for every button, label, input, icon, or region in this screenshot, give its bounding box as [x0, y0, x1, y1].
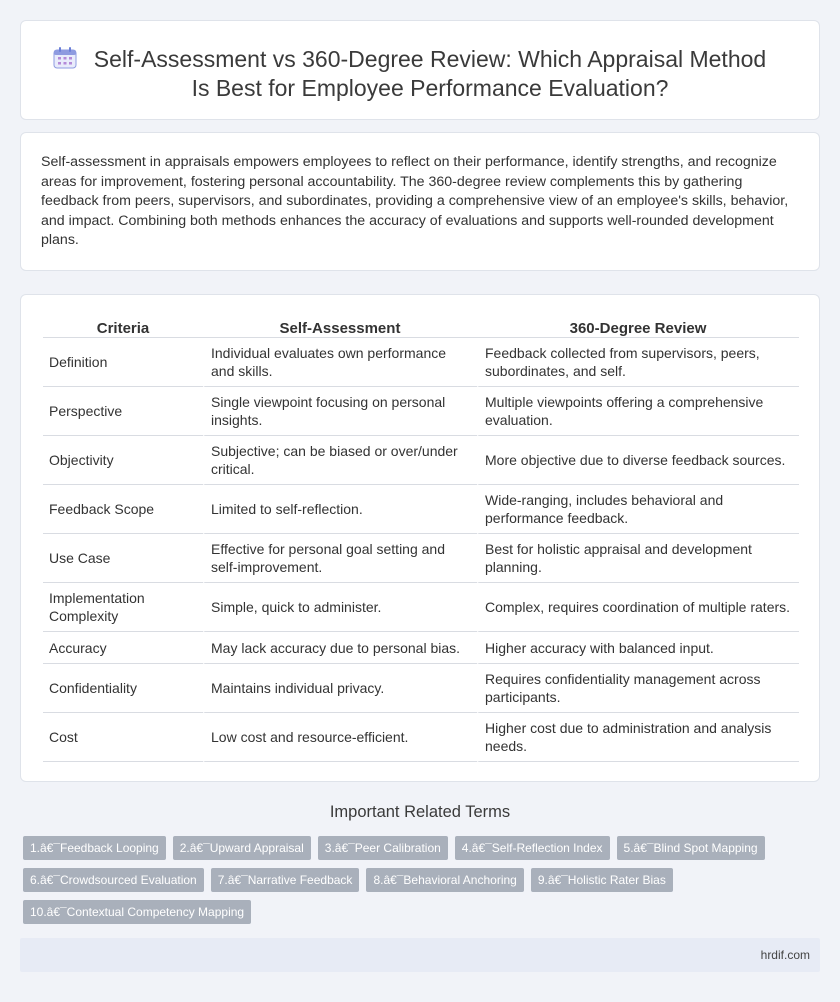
self-assessment-cell: Single viewpoint focusing on personal insights.: [203, 387, 477, 436]
related-term-tag[interactable]: 7.â€¯Narrative Feedback: [211, 868, 360, 892]
table-row: [43, 485, 799, 534]
related-terms-list: [23, 836, 803, 924]
related-term-tag[interactable]: 5.â€¯Blind Spot Mapping: [617, 836, 765, 860]
page-title: Self-Assessment vs 360-Degree Review: Which Appraisal Method Is Best for Employee Performance Evaluation?: [93, 46, 767, 101]
related-term-tag[interactable]: 2.â€¯Upward Appraisal: [173, 836, 311, 860]
related-term-tag[interactable]: 1.â€¯Feedback Looping: [23, 836, 166, 860]
review-360-cell: Wide-ranging, includes behavioral and performance feedback.: [477, 485, 799, 534]
self-assessment-cell: Limited to self-reflection.: [203, 485, 477, 534]
criteria-cell: Implementation Complexity: [43, 583, 203, 632]
criteria-cell: Perspective: [43, 387, 203, 436]
table-row: [43, 338, 799, 387]
table-row: [43, 436, 799, 485]
table-row: [43, 583, 799, 632]
related-term-tag[interactable]: 8.â€¯Behavioral Anchoring: [366, 868, 523, 892]
comparison-table-card: [20, 294, 820, 782]
table-row: [43, 664, 799, 713]
criteria-cell: Feedback Scope: [43, 485, 203, 534]
criteria-cell: Objectivity: [43, 436, 203, 485]
table-row: [43, 534, 799, 583]
review-360-cell: Complex, requires coordination of multiple raters.: [477, 583, 799, 632]
footer-site-link[interactable]: hrdif.com: [760, 948, 810, 962]
related-term-tag[interactable]: 4.â€¯Self-Reflection Index: [455, 836, 610, 860]
review-360-cell: Multiple viewpoints offering a comprehensive evaluation.: [477, 387, 799, 436]
self-assessment-cell: May lack accuracy due to personal bias.: [203, 632, 477, 664]
criteria-cell: Cost: [43, 713, 203, 762]
related-term-tag[interactable]: 3.â€¯Peer Calibration: [318, 836, 448, 860]
table-row: [43, 632, 799, 664]
review-360-cell: Higher cost due to administration and analysis needs.: [477, 713, 799, 762]
related-term-tag[interactable]: 10.â€¯Contextual Competency Mapping: [23, 900, 251, 924]
header-360-review: 360-Degree Review: [477, 313, 799, 338]
review-360-cell: Best for holistic appraisal and development planning.: [477, 534, 799, 583]
criteria-cell: Use Case: [43, 534, 203, 583]
self-assessment-cell: Low cost and resource-efficient.: [203, 713, 477, 762]
criteria-cell: Definition: [43, 338, 203, 387]
criteria-cell: Confidentiality: [43, 664, 203, 713]
review-360-cell: More objective due to diverse feedback sources.: [477, 436, 799, 485]
self-assessment-cell: Maintains individual privacy.: [203, 664, 477, 713]
self-assessment-cell: Effective for personal goal setting and self-improvement.: [203, 534, 477, 583]
table-row: [43, 713, 799, 762]
related-term-tag[interactable]: 6.â€¯Crowdsourced Evaluation: [23, 868, 204, 892]
self-assessment-cell: Subjective; can be biased or over/under critical.: [203, 436, 477, 485]
intro-card: [20, 132, 820, 271]
table-row: [43, 387, 799, 436]
header-criteria: Criteria: [43, 313, 203, 338]
review-360-cell: Feedback collected from supervisors, peers, subordinates, and self.: [477, 338, 799, 387]
table-header-row: [43, 313, 799, 338]
review-360-cell: Higher accuracy with balanced input.: [477, 632, 799, 664]
self-assessment-cell: Individual evaluates own performance and skills.: [203, 338, 477, 387]
criteria-cell: Accuracy: [43, 632, 203, 664]
comparison-table: [43, 313, 799, 762]
intro-paragraph: Self-assessment in appraisals empowers employees to reflect on their performance, identify strengths, and recognize areas for improvement, fostering personal accountability. The 360-degree review complements this by gathering feedback from peers, supervisors, and subordinates, providing a comprehensive view of an employee's skills, behavior, and impact. Combining both methods enhances the accuracy of evaluations and supports well-rounded development plans.: [41, 154, 789, 248]
title-card: [20, 20, 820, 120]
self-assessment-cell: Simple, quick to administer.: [203, 583, 477, 632]
review-360-cell: Requires confidentiality management across participants.: [477, 664, 799, 713]
related-terms-heading: Important Related Terms: [329, 803, 511, 821]
related-term-tag[interactable]: 9.â€¯Holistic Rater Bias: [531, 868, 673, 892]
footer-bar: [20, 938, 820, 972]
header-self-assessment: Self-Assessment: [203, 313, 477, 338]
